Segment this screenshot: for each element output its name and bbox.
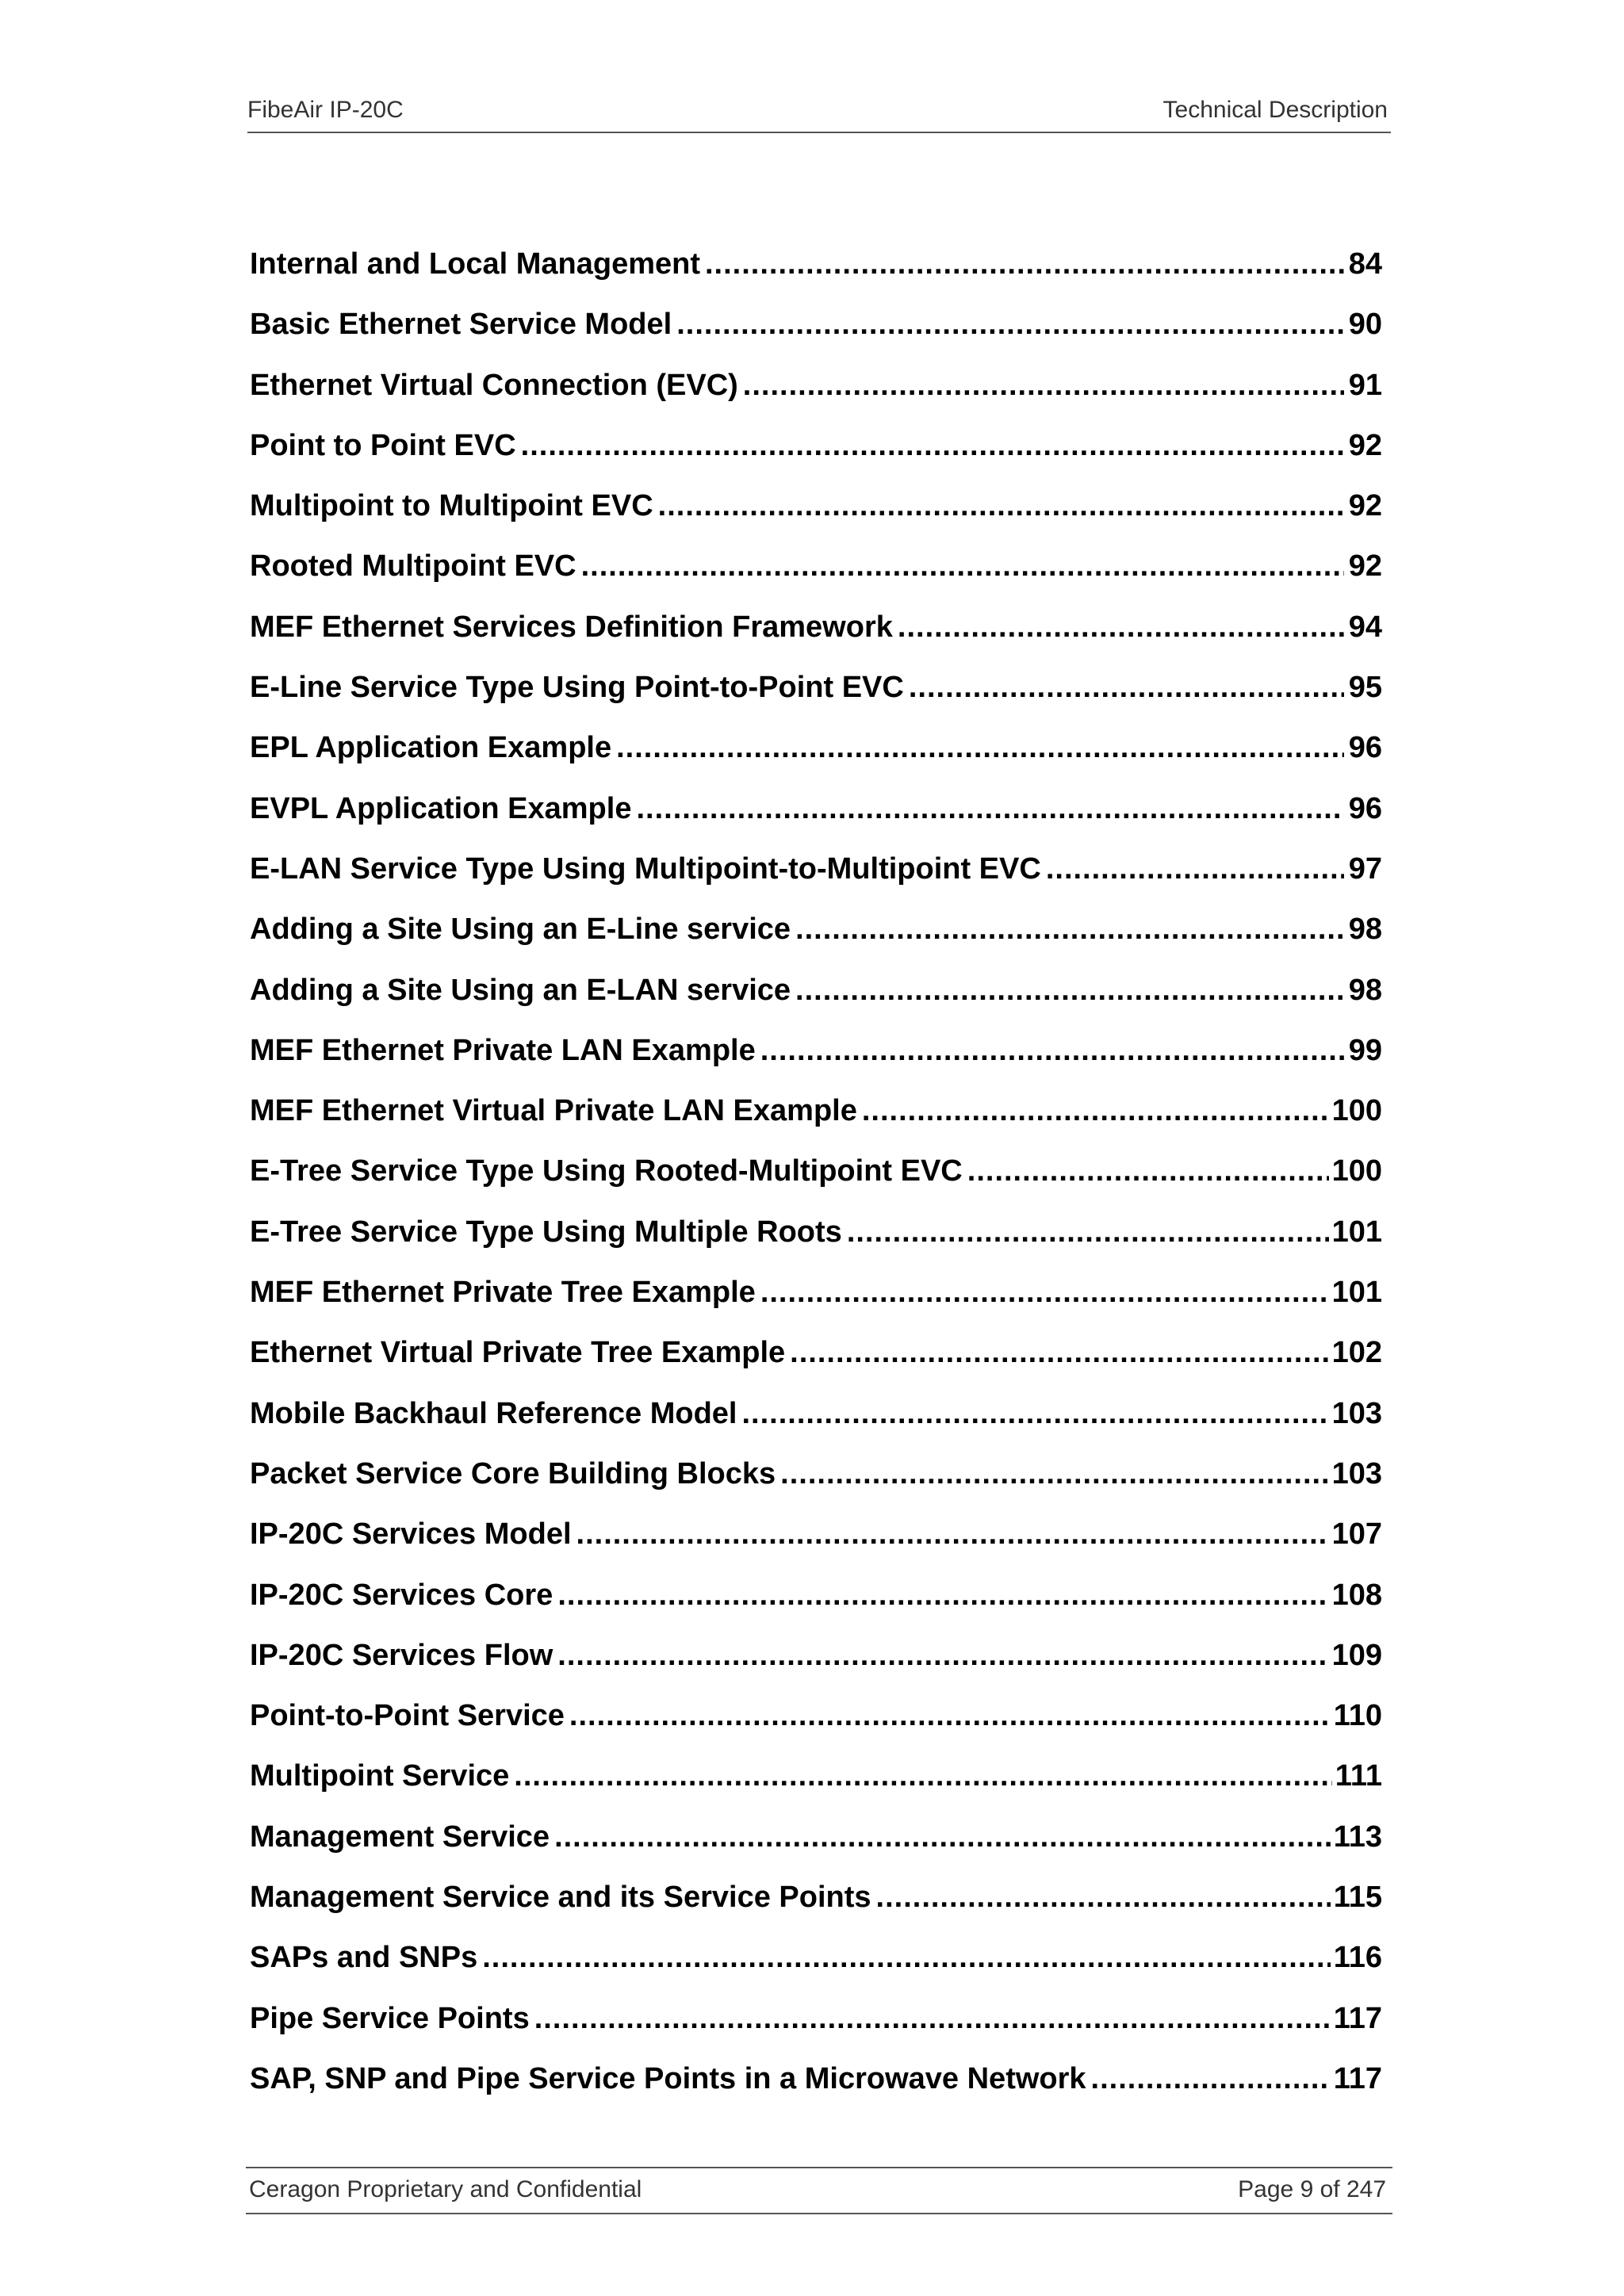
toc-entry[interactable] bbox=[250, 1752, 1382, 1812]
toc-entry-title: E-LAN Service Type Using Multipoint-to-Multipoint EVC bbox=[250, 851, 1041, 886]
toc-leader-dots bbox=[482, 1934, 1330, 1981]
toc-entry-page: 99 bbox=[1348, 1033, 1382, 1067]
header-document-type: Technical Description bbox=[1162, 97, 1388, 123]
toc-entry-page: 110 bbox=[1333, 1699, 1382, 1733]
toc-entry-title: Multipoint Service bbox=[250, 1759, 510, 1793]
toc-leader-dots bbox=[616, 724, 1344, 771]
toc-entry-title: Management Service bbox=[250, 1820, 550, 1854]
toc-leader-dots bbox=[534, 1995, 1331, 2042]
toc-entry-title: EPL Application Example bbox=[250, 731, 612, 765]
toc-entry[interactable] bbox=[250, 362, 1382, 422]
toc-entry[interactable] bbox=[250, 966, 1382, 1027]
toc-entry[interactable] bbox=[250, 2055, 1382, 2115]
toc-entry-title: Mobile Backhaul Reference Model bbox=[250, 1396, 737, 1430]
toc-leader-dots bbox=[760, 1027, 1344, 1074]
toc-leader-dots bbox=[576, 1510, 1329, 1558]
toc-leader-dots bbox=[557, 1571, 1328, 1619]
toc-entry-title: E-Tree Service Type Using Rooted-Multipoint EVC bbox=[250, 1154, 963, 1188]
toc-entry-title: Adding a Site Using an E-Line service bbox=[250, 913, 791, 947]
toc-entry-page: 108 bbox=[1331, 1578, 1382, 1612]
toc-entry-title: SAP, SNP and Pipe Service Points in a Microwave Network bbox=[250, 2061, 1086, 2095]
toc-entry-page: 101 bbox=[1331, 1215, 1382, 1249]
toc-entry[interactable] bbox=[250, 422, 1382, 482]
toc-entry-page: 109 bbox=[1331, 1638, 1382, 1672]
toc-entry-page: 98 bbox=[1348, 973, 1382, 1007]
toc-entry[interactable] bbox=[250, 240, 1382, 300]
toc-entry-page: 97 bbox=[1348, 851, 1382, 886]
toc-entry-title: Ethernet Virtual Private Tree Example bbox=[250, 1336, 786, 1370]
toc-entry[interactable] bbox=[250, 1571, 1382, 1632]
toc-leader-dots bbox=[676, 300, 1344, 348]
toc-entry-page: 96 bbox=[1348, 791, 1382, 825]
toc-leader-dots bbox=[658, 482, 1344, 530]
toc-leader-dots bbox=[790, 1329, 1328, 1376]
toc-entry-page: 102 bbox=[1331, 1336, 1382, 1370]
toc-leader-dots bbox=[743, 362, 1344, 409]
toc-entry[interactable] bbox=[250, 1873, 1382, 1934]
toc-entry[interactable] bbox=[250, 845, 1382, 905]
toc-entry-page: 117 bbox=[1333, 2061, 1382, 2095]
toc-entry[interactable] bbox=[250, 1208, 1382, 1269]
toc-leader-dots bbox=[1046, 845, 1344, 893]
toc-entry[interactable] bbox=[250, 905, 1382, 966]
toc-leader-dots bbox=[554, 1813, 1331, 1861]
toc-entry-title: Adding a Site Using an E-LAN service bbox=[250, 973, 791, 1007]
toc-entry-title: Point-to-Point Service bbox=[250, 1699, 565, 1733]
toc-entry-page: 91 bbox=[1348, 368, 1382, 402]
toc-entry-title: IP-20C Services Flow bbox=[250, 1638, 553, 1672]
toc-entry[interactable] bbox=[250, 1632, 1382, 1692]
toc-entry[interactable] bbox=[250, 1934, 1382, 1994]
toc-leader-dots bbox=[876, 1873, 1331, 1921]
toc-entry-title: Rooted Multipoint EVC bbox=[250, 549, 576, 584]
toc-entry-page: 95 bbox=[1348, 671, 1382, 705]
toc-entry-page: 84 bbox=[1348, 247, 1382, 281]
toc-leader-dots bbox=[898, 603, 1344, 651]
toc-entry-page: 96 bbox=[1348, 731, 1382, 765]
toc-entry[interactable] bbox=[250, 1027, 1382, 1087]
toc-entry-page: 103 bbox=[1331, 1456, 1382, 1490]
toc-entry[interactable] bbox=[250, 1813, 1382, 1873]
toc-leader-dots bbox=[742, 1390, 1329, 1437]
header-product-name: FibeAir IP-20C bbox=[247, 97, 404, 123]
toc-leader-dots bbox=[1091, 2055, 1331, 2103]
toc-entry-title: Management Service and its Service Points bbox=[250, 1881, 871, 1915]
page-header bbox=[247, 94, 1391, 133]
toc-entry[interactable] bbox=[250, 785, 1382, 845]
toc-entry-title: E-Line Service Type Using Point-to-Point EVC bbox=[250, 671, 904, 705]
toc-entry-page: 100 bbox=[1331, 1154, 1382, 1188]
toc-entry-title: IP-20C Services Model bbox=[250, 1517, 572, 1552]
toc-entry-title: MEF Ethernet Services Definition Framework bbox=[250, 610, 893, 644]
toc-leader-dots bbox=[847, 1208, 1329, 1256]
toc-entry-page: 101 bbox=[1331, 1276, 1382, 1310]
toc-entry-title: MEF Ethernet Virtual Private LAN Example bbox=[250, 1094, 857, 1128]
page-footer bbox=[246, 2167, 1392, 2214]
toc-entry[interactable] bbox=[250, 1269, 1382, 1329]
toc-entry-page: 94 bbox=[1348, 610, 1382, 644]
toc-entry-title: Pipe Service Points bbox=[250, 2001, 530, 2035]
toc-entry-page: 111 bbox=[1335, 1759, 1382, 1793]
table-of-contents bbox=[250, 240, 1382, 2115]
toc-entry[interactable] bbox=[250, 1147, 1382, 1207]
toc-entry-page: 103 bbox=[1331, 1396, 1382, 1430]
toc-entry-title: Ethernet Virtual Connection (EVC) bbox=[250, 368, 738, 402]
toc-entry[interactable] bbox=[250, 1692, 1382, 1752]
footer-page-number: Page 9 of 247 bbox=[1238, 2176, 1386, 2202]
toc-entry[interactable] bbox=[250, 542, 1382, 603]
toc-entry-title: Internal and Local Management bbox=[250, 247, 700, 281]
toc-entry-title: MEF Ethernet Private Tree Example bbox=[250, 1276, 756, 1310]
toc-entry[interactable] bbox=[250, 1510, 1382, 1571]
toc-entry[interactable] bbox=[250, 603, 1382, 664]
toc-leader-dots bbox=[862, 1087, 1329, 1135]
toc-entry[interactable] bbox=[250, 1450, 1382, 1510]
toc-entry[interactable] bbox=[250, 1390, 1382, 1450]
toc-entry-page: 90 bbox=[1348, 308, 1382, 342]
toc-leader-dots bbox=[780, 1450, 1328, 1498]
toc-leader-dots bbox=[967, 1147, 1329, 1195]
toc-entry-title: EVPL Application Example bbox=[250, 791, 632, 825]
toc-entry[interactable] bbox=[250, 482, 1382, 542]
toc-entry-page: 92 bbox=[1348, 549, 1382, 584]
toc-entry-title: MEF Ethernet Private LAN Example bbox=[250, 1033, 756, 1067]
toc-leader-dots bbox=[581, 542, 1344, 590]
toc-entry-page: 107 bbox=[1331, 1517, 1382, 1552]
toc-leader-dots bbox=[705, 240, 1344, 288]
toc-entry[interactable] bbox=[250, 1995, 1382, 2055]
toc-leader-dots bbox=[557, 1632, 1328, 1679]
toc-entry-page: 115 bbox=[1333, 1881, 1382, 1915]
toc-entry-page: 98 bbox=[1348, 913, 1382, 947]
footer-confidentiality-notice: Ceragon Proprietary and Confidential bbox=[249, 2176, 642, 2202]
toc-entry[interactable] bbox=[250, 1329, 1382, 1389]
toc-entry-title: SAPs and SNPs bbox=[250, 1941, 478, 1975]
toc-entry[interactable] bbox=[250, 300, 1382, 361]
toc-entry-page: 100 bbox=[1331, 1094, 1382, 1128]
toc-entry-title: E-Tree Service Type Using Multiple Roots bbox=[250, 1215, 842, 1249]
toc-entry-title: Basic Ethernet Service Model bbox=[250, 308, 672, 342]
toc-leader-dots bbox=[521, 422, 1344, 469]
toc-leader-dots bbox=[514, 1752, 1332, 1800]
toc-leader-dots bbox=[569, 1692, 1331, 1739]
toc-entry-page: 116 bbox=[1333, 1941, 1382, 1975]
toc-leader-dots bbox=[795, 966, 1344, 1014]
toc-entry[interactable] bbox=[250, 1087, 1382, 1147]
toc-entry-title: IP-20C Services Core bbox=[250, 1578, 553, 1612]
toc-entry-title: Packet Service Core Building Blocks bbox=[250, 1456, 776, 1490]
toc-leader-dots bbox=[909, 664, 1344, 711]
toc-entry-page: 92 bbox=[1348, 428, 1382, 462]
toc-leader-dots bbox=[760, 1269, 1329, 1316]
toc-entry[interactable] bbox=[250, 664, 1382, 724]
toc-entry[interactable] bbox=[250, 724, 1382, 784]
toc-entry-page: 113 bbox=[1333, 1820, 1382, 1854]
toc-entry-page: 117 bbox=[1333, 2001, 1382, 2035]
toc-entry-title: Point to Point EVC bbox=[250, 428, 516, 462]
toc-entry-title: Multipoint to Multipoint EVC bbox=[250, 489, 653, 523]
toc-leader-dots bbox=[636, 785, 1344, 832]
toc-leader-dots bbox=[795, 905, 1344, 953]
toc-entry-page: 92 bbox=[1348, 489, 1382, 523]
